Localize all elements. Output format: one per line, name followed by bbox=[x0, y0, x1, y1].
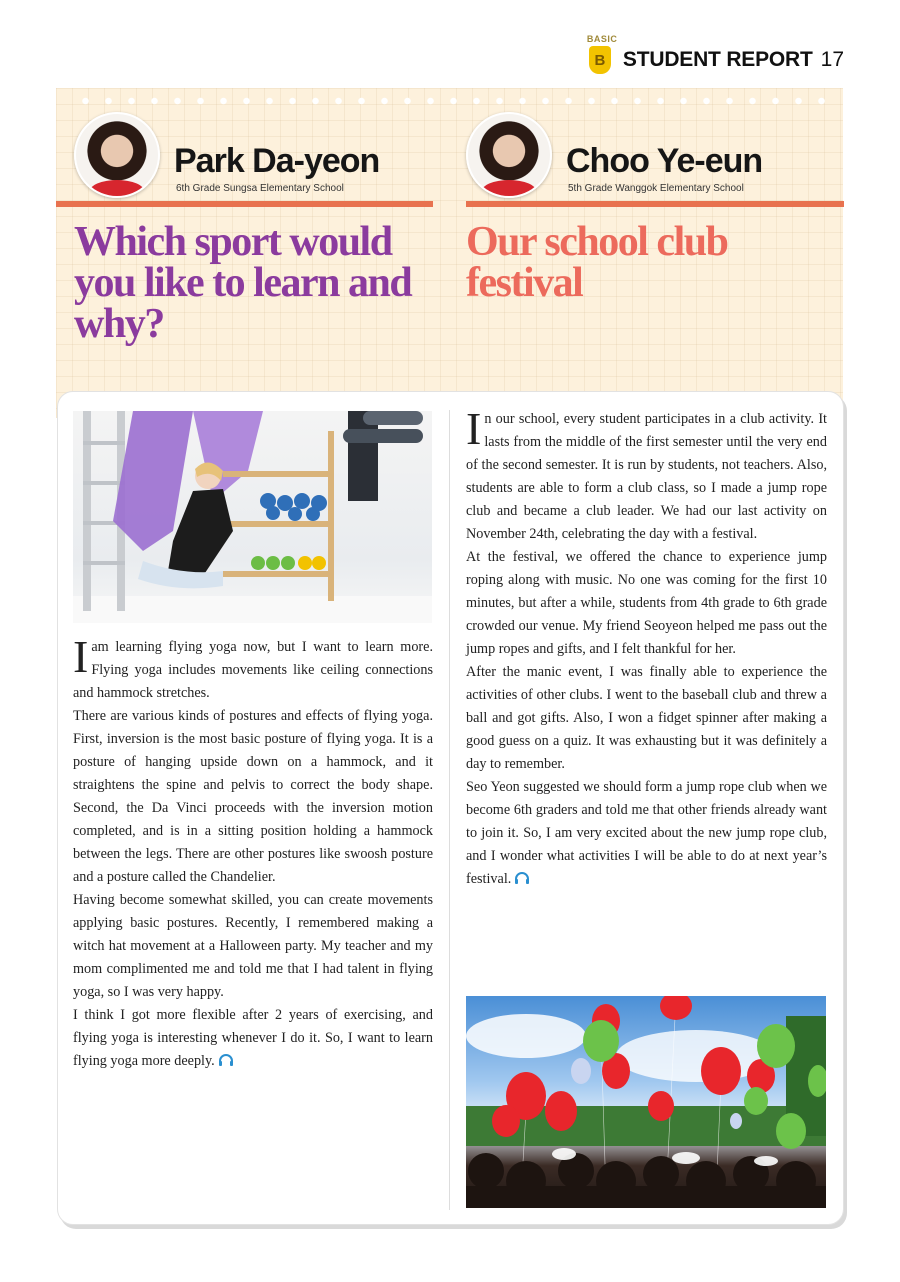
logo-letter: B bbox=[589, 46, 611, 74]
basic-logo bbox=[585, 34, 618, 78]
paragraph: I think I got more flexible after 2 years of exercising, and flying yoga is interesting whenever I do it. So, I want to learn flying yoga more deeply. bbox=[73, 1007, 433, 1069]
avatar-right bbox=[466, 112, 552, 198]
paragraph: Seo Yeon suggested we should form a jump rope club when we become 6th graders and told me that other friends already want to join it. So, I am very excited about the new jump rope club, and I wonder what activities I will be able to do at next year’s festival. bbox=[466, 779, 827, 887]
balloon-festival-illustration bbox=[466, 996, 826, 1208]
article-left-body bbox=[73, 631, 433, 1073]
headline-left: Which sport would you like to learn and why? bbox=[74, 219, 412, 347]
paragraph: In our school, every student participates in a club activity. It lasts from the middle of the first semester until the very end of the second semester. It is run by students, not teachers. Also, students are able to form a club class, so I made a jump rope club and became a club leader. We had our last activity on November 24th, celebrating the day with a festival. bbox=[466, 403, 827, 542]
paragraph: Having become somewhat skilled, you can create movements applying basic postures. Recently, I remembered making a witch hat movement at a Halloween party. My teacher and my mom complimented me and told me that I had talent in flying yoga, so I was very happy. bbox=[73, 892, 433, 1000]
author-name-left: Park Da-yeon bbox=[174, 142, 380, 180]
avatar-left bbox=[74, 112, 160, 198]
headline-right: Our school club festival bbox=[466, 219, 728, 306]
paragraph: I am learning flying yoga now, but I want to learn more. Flying yoga includes movements like ceiling connections and hammock stretches. bbox=[73, 631, 433, 701]
paragraph: After the manic event, I was finally able to experience the activities of other clubs. I went to the baseball club and threw a ball and got gifts. Also, I won a fidget spinner after making a good guess on a quiz. It was exhausting but it was definitely a day to remember. bbox=[466, 664, 827, 772]
author-school-left: 6th Grade Sungsa Elementary School bbox=[176, 183, 344, 194]
logo-text: BASIC bbox=[586, 34, 618, 44]
balloon-festival-photo bbox=[466, 996, 826, 1208]
flying-yoga-illustration bbox=[73, 411, 432, 623]
flying-yoga-photo bbox=[73, 411, 432, 623]
author-left bbox=[74, 112, 434, 202]
page-number: 17 bbox=[820, 48, 844, 71]
column-divider bbox=[449, 410, 450, 1210]
divider-rule-left bbox=[56, 201, 433, 207]
author-school-right: 5th Grade Wanggok Elementary School bbox=[568, 183, 744, 194]
paragraph: There are various kinds of postures and effects of flying yoga. First, inversion is the most basic posture of flying yoga. It is a posture of hanging upside down on a hammock, and it straightens the spine and pelvis to correct the body shape. Second, the Da Vinci proceeds with the inversion motion completed, and is in a sitting position holding a hammock between the legs. There are other postures like swoosh posture and a posture called the Chandelier. bbox=[73, 708, 433, 885]
article-right-body bbox=[466, 403, 827, 891]
author-name-right: Choo Ye-eun bbox=[566, 142, 763, 180]
headphones-icon bbox=[218, 1054, 234, 1066]
drop-cap: I bbox=[73, 631, 89, 682]
paragraph: At the festival, we offered the chance to experience jump roping along with music. No one was coming for the first 10 minutes, but after a while, students from 4th grade to 6th grade crowded our venue. My friend Seoyeon helped me pass out the jump ropes and gifts, and I felt thankful for her. bbox=[466, 549, 827, 657]
headphones-icon bbox=[514, 872, 530, 884]
section-title: STUDENT REPORT bbox=[622, 48, 813, 71]
section-header bbox=[585, 28, 844, 78]
perforation-dots bbox=[74, 96, 825, 106]
drop-cap: I bbox=[466, 403, 482, 454]
author-right bbox=[466, 112, 844, 202]
divider-rule-right bbox=[466, 201, 844, 207]
